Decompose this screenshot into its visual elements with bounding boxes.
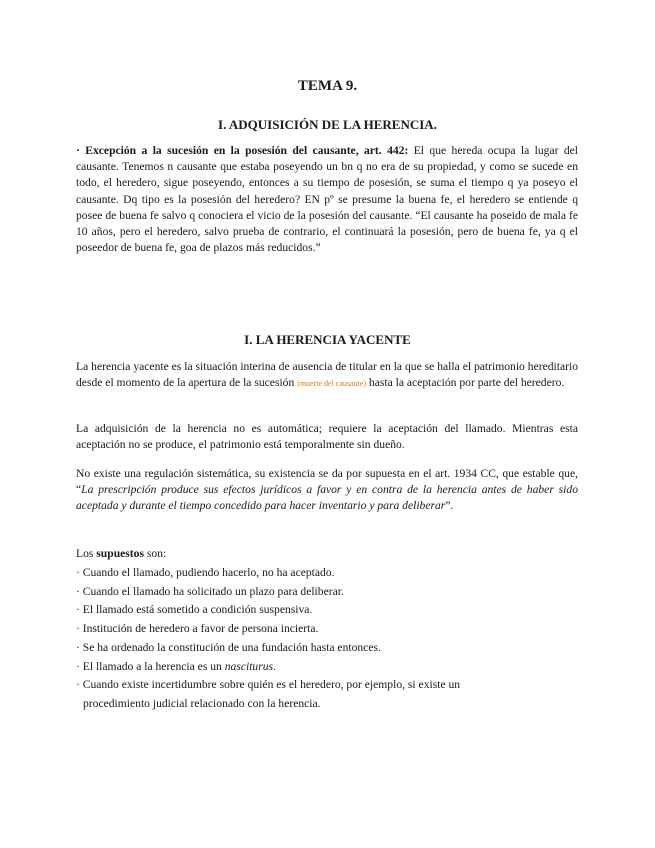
list-item-italic: nasciturus <box>224 659 274 673</box>
paragraph-excepcion <box>76 143 578 256</box>
paragraph-text: hasta la aceptación por parte del heredero. <box>366 376 565 390</box>
list-item: · Cuando el llamado, pudiendo hacerlo, no ha aceptado. <box>76 566 335 579</box>
list-item-continuation: procedimiento judicial relacionado con la herencia. <box>83 696 321 710</box>
legal-quote: La prescripción produce sus efectos jurídicos a favor y en contra de la herencia antes de haber sido aceptada y durante el tiempo concedido para hacer inventario y para deliberar <box>76 483 578 513</box>
paragraph-bold-lead: · Excepción a la sucesión en la posesión del causante, art. 442: <box>76 144 409 157</box>
list-item-text: · El llamado a la herencia es un <box>76 659 225 673</box>
paragraph-adquisicion: La adquisición de la herencia no es automática; requiere la aceptación del llamado. Mientras esta aceptación no se produce, el patrimonio está temporalmente sin dueño. <box>76 422 578 452</box>
list-item: · Institución de heredero a favor de persona incierta. <box>76 622 319 636</box>
paragraph-regulacion <box>76 466 578 515</box>
paragraph-text: ”. <box>445 499 454 513</box>
list-item-text: · Cuando existe incertidumbre sobre quién es el heredero, por ejemplo, si existe un <box>76 678 461 692</box>
paragraph-text: El que hereda ocupa la lugar del causante. Tenemos n causante que estaba poseyendo un bn q no era de su propiedad, y como se sucede en todo, el heredero, sigue poseyendo, entonces a su tiempo de posesión, se suma el tiempo q ya poseyo el causante. Dq tipo es la posesión del heredero? EN pº se presume la buena fe, el heredero se entiende q posee de buena fe salvo q conociera el vicio de la posesión del causante. “El causante ha poseido de mala fe 10 años, pero el heredero, salvo prueba de contrario, el continuará la posesión, pero de buena fe, ya q el poseedor de buena fe, goa de plazos más reducidos.” <box>76 144 578 255</box>
paragraph-text: La herencia yacente es la situación interina de ausencia de titular en la que se halla el patrimonio hereditario desde el momento de la apertura de la sucesión <box>76 360 578 390</box>
list-intro-text: son: <box>143 547 167 560</box>
list-intro-text: Los <box>76 547 97 560</box>
document-title: TEMA 9. <box>297 78 358 94</box>
inline-note: (muerte del causante) <box>297 379 367 389</box>
list-item <box>76 676 576 713</box>
section-heading-herencia-yacente: I. LA HERENCIA YACENTE <box>244 332 411 347</box>
list-item <box>76 658 576 677</box>
list-intro-bold: supuestos <box>96 547 144 560</box>
paragraph-text: No existe una regulación sistemática, su existencia se da por supuesta en el art. 1934 CC, que estable que, “ <box>76 467 578 497</box>
supuestos-list <box>76 564 576 714</box>
section-heading-adquisicion: I. ADQUISICIÓN DE LA HERENCIA. <box>218 117 437 132</box>
list-item: · Cuando el llamado ha solicitado un plazo para deliberar. <box>76 584 344 598</box>
list-item: · Se ha ordenado la constitución de una fundación hasta entonces. <box>76 640 381 654</box>
paragraph-definicion <box>76 359 578 392</box>
list-item: · El llamado está sometido a condición suspensiva. <box>76 603 313 617</box>
list-intro <box>76 546 166 562</box>
list-item-text: . <box>273 659 276 673</box>
